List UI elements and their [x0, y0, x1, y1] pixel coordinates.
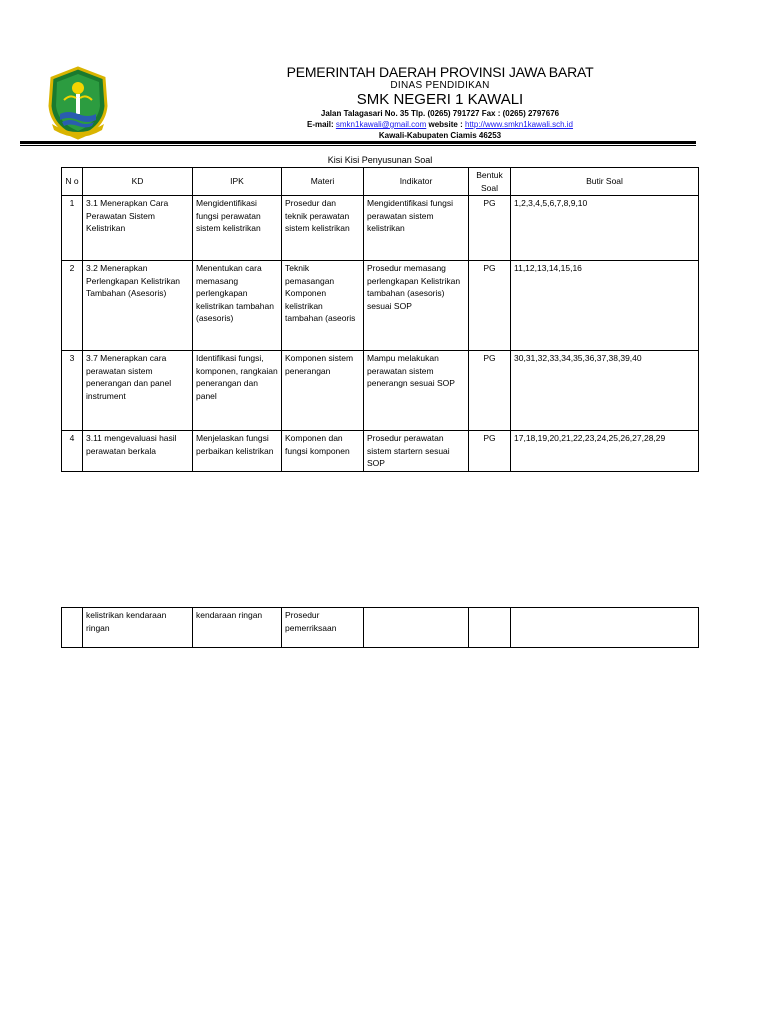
cell-butir: 1,2,3,4,5,6,7,8,9,10	[511, 196, 699, 261]
cell-bentuk: PG	[469, 351, 511, 431]
cell-indikator: Prosedur memasang perlengkapan Kelistrikan tambahan (asesoris) sesuai SOP	[364, 261, 469, 351]
cell-bentuk	[469, 608, 511, 648]
cell-kd: kelistrikan kendaraan ringan	[83, 608, 193, 648]
table-row	[62, 196, 699, 261]
cell-butir: 30,31,32,33,34,35,36,37,38,39,40	[511, 351, 699, 431]
cell-kd: 3.11 mengevaluasi hasil perawatan berkala	[83, 431, 193, 472]
header-city: Kawali-Kabupaten Ciamis 46253	[378, 131, 502, 140]
cell-ipk: Identifikasi fungsi, komponen, rangkaian penerangan dan panel	[193, 351, 282, 431]
header-no: N o	[62, 168, 83, 196]
cell-indikator: Prosedur perawatan sistem startern sesuai SOP	[364, 431, 469, 472]
table-row	[62, 608, 699, 648]
cell-materi: Komponen dan fungsi komponen	[282, 431, 364, 472]
table-row	[62, 261, 699, 351]
cell-butir	[511, 608, 699, 648]
cell-bentuk: PG	[469, 196, 511, 261]
cell-kd: 3.7 Menerapkan cara perawatan sistem penerangan dan panel instrument	[83, 351, 193, 431]
cell-indikator: Mengidentifikasi fungsi perawatan sistem kelistrikan	[364, 196, 469, 261]
header-materi: Materi	[282, 168, 364, 196]
cell-ipk: Menentukan cara memasang perlengkapan kelistrikan tambahan (asesoris)	[193, 261, 282, 351]
cell-kd: 3.2 Menerapkan Perlengkapan Kelistrikan Tambahan (Asesoris)	[83, 261, 193, 351]
cell-ipk: Mengidentifikasi fungsi perawatan sistem kelistrikan	[193, 196, 282, 261]
cell-no	[62, 608, 83, 648]
table-row	[62, 431, 699, 472]
header-school-name: SMK NEGERI 1 KAWALI	[356, 91, 524, 108]
email-label: E-mail:	[306, 120, 334, 129]
table-row	[62, 351, 699, 431]
cell-butir: 11,12,13,14,15,16	[511, 261, 699, 351]
cell-materi: Komponen sistem penerangan	[282, 351, 364, 431]
website-label: website :	[428, 120, 463, 129]
cell-butir: 17,18,19,20,21,22,23,24,25,26,27,28,29	[511, 431, 699, 472]
cell-bentuk: PG	[469, 261, 511, 351]
grid-table	[61, 167, 699, 472]
cell-no: 1	[62, 196, 83, 261]
header-divider	[20, 141, 696, 144]
document-title: Kisi Kisi Penyusunan Soal	[327, 155, 433, 165]
header-butir-soal: Butir Soal	[511, 168, 699, 196]
cell-materi: Prosedur pemerriksaan	[282, 608, 364, 648]
cell-kd: 3.1 Menerapkan Cara Perawatan Sistem Kelistrikan	[83, 196, 193, 261]
west-java-emblem-icon	[46, 66, 110, 140]
header-indikator: Indikator	[364, 168, 469, 196]
cell-no: 4	[62, 431, 83, 472]
cell-materi: Teknik pemasangan Komponen kelistrikan tambahan (aseoris	[282, 261, 364, 351]
cell-materi: Prosedur dan teknik perawatan sistem kelistrikan	[282, 196, 364, 261]
cell-indikator: Mampu melakukan perawatan sistem penerangn sesuai SOP	[364, 351, 469, 431]
email-link[interactable]: smkn1kawali@gmail.com	[335, 120, 427, 129]
header-bentuk-soal: Bentuk Soal	[469, 168, 511, 196]
cell-no: 3	[62, 351, 83, 431]
header-kd: KD	[83, 168, 193, 196]
cell-bentuk: PG	[469, 431, 511, 472]
header-divider-thin	[20, 145, 696, 146]
cell-no: 2	[62, 261, 83, 351]
header-government: PEMERINTAH DAERAH PROVINSI JAWA BARAT	[286, 64, 594, 80]
table-header-row	[62, 168, 699, 196]
header-address: Jalan Talagasari No. 35 Tlp. (0265) 791727 Fax : (0265) 2797676	[320, 109, 560, 118]
cell-ipk: Menjelaskan fungsi perbaikan kelistrikan	[193, 431, 282, 472]
header-ipk: IPK	[193, 168, 282, 196]
cell-ipk: kendaraan ringan	[193, 608, 282, 648]
cell-indikator	[364, 608, 469, 648]
continuation-table	[61, 607, 699, 648]
website-link[interactable]: http://www.smkn1kawali.sch.id	[464, 120, 574, 129]
header-contact	[200, 120, 680, 129]
header-department: DINAS PENDIDIKAN	[390, 80, 490, 91]
